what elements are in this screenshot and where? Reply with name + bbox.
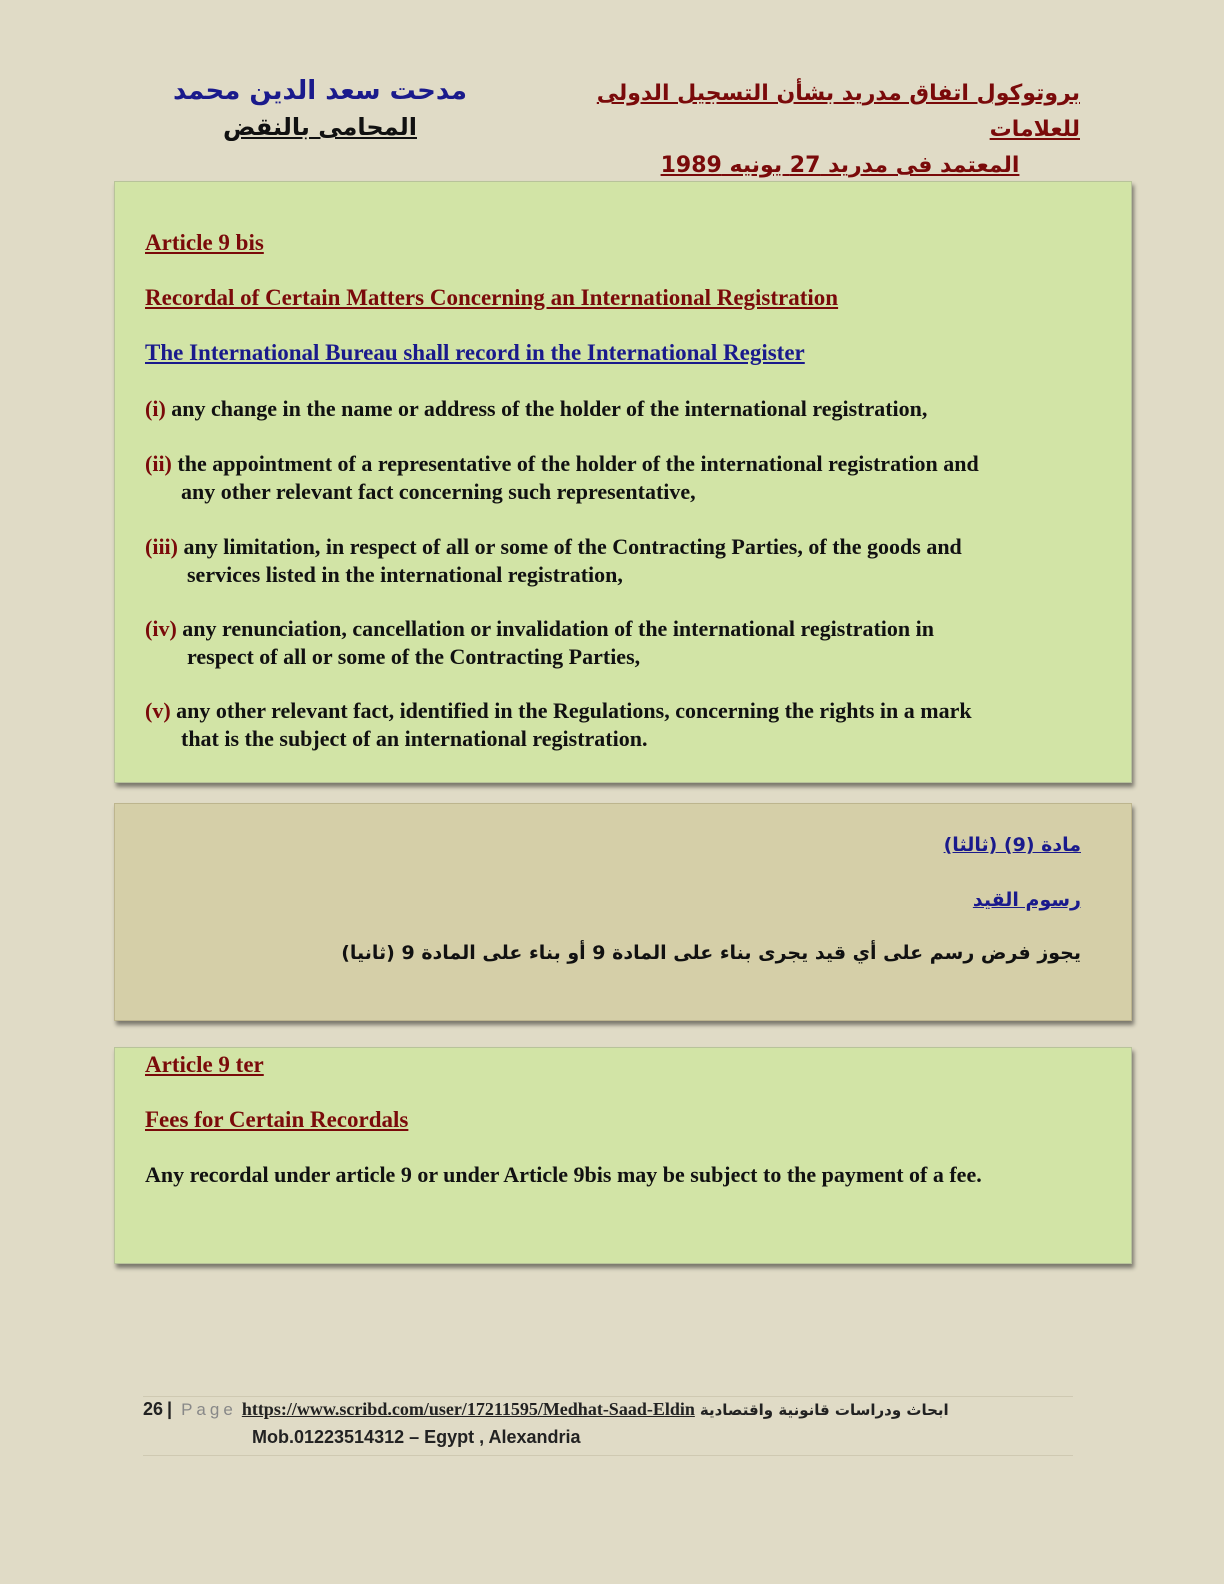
- scribd-link[interactable]: https://www.scribd.com/user/17211595/Medhat-Saad-Eldin: [241, 1399, 695, 1419]
- item-text: the appointment of a representative of the holder of the international registration and: [177, 451, 979, 476]
- item-number: (ii): [145, 451, 172, 476]
- list-item: [145, 615, 1091, 671]
- list-item: [145, 533, 1091, 589]
- author-title: المحامى بالنقض: [223, 113, 417, 141]
- item-number: (i): [145, 396, 166, 421]
- article-9bis-box: [114, 181, 1132, 783]
- item-continuation: respect of all or some of the Contracting Parties,: [187, 644, 641, 669]
- footer-contact: Mob.01223514312 – Egypt , Alexandria: [252, 1427, 581, 1447]
- item-number: (iii): [145, 534, 178, 559]
- list-item: [145, 697, 1091, 753]
- author-name: مدحت سعد الدين محمد: [173, 76, 467, 106]
- item-number: (iv): [145, 616, 177, 641]
- footer-separator: |: [167, 1399, 173, 1419]
- list-item: [145, 450, 1091, 506]
- page-label: Page: [181, 1400, 237, 1419]
- article-9ter-body: Any recordal under article 9 or under Article 9bis may be subject to the payment of a fee.: [145, 1162, 982, 1187]
- item-text: any limitation, in respect of all or some of the Contracting Parties, of the goods and: [183, 534, 962, 559]
- article-9ter-box: [114, 1047, 1132, 1264]
- document-title-line1: بروتوكول اتفاق مدريد بشأن التسجيل الدولى للعلامات: [596, 81, 1080, 142]
- document-title-line2: المعتمد فى مدريد 27 يونيه 1989: [660, 153, 1020, 178]
- footer-line: [143, 1399, 949, 1420]
- page-footer: [143, 1396, 1073, 1456]
- item-continuation: any other relevant fact concerning such representative,: [181, 479, 696, 504]
- item-text: any other relevant fact, identified in the Regulations, concerning the rights in a mark: [176, 698, 972, 723]
- arabic-article-heading: مادة (9) (ثالثا): [943, 834, 1081, 856]
- arabic-article-body: يجوز فرض رسم على أي قيد يجرى بناء على المادة 9 أو بناء على المادة 9 (ثانيا): [341, 942, 1081, 964]
- article-9ter-subheading: Fees for Certain Recordals: [145, 1107, 409, 1132]
- arabic-article-box: [114, 803, 1132, 1021]
- item-text: any change in the name or address of the holder of the international registration,: [171, 396, 928, 421]
- article-9bis-intro: The International Bureau shall record in the International Register: [145, 340, 805, 365]
- item-continuation: services listed in the international registration,: [187, 562, 623, 587]
- item-continuation: that is the subject of an international registration.: [181, 726, 648, 751]
- author-block: [150, 72, 490, 144]
- article-9bis-subheading: Recordal of Certain Matters Concerning an International Registration: [145, 285, 839, 310]
- arabic-article-subheading: رسوم القيد: [972, 889, 1081, 911]
- item-text: any renunciation, cancellation or invalidation of the international registration in: [182, 616, 934, 641]
- article-9ter-heading: Article 9 ter: [145, 1052, 264, 1077]
- footer-arabic-tag: ابحاث ودراسات قانونية واقتصادية: [699, 1401, 949, 1419]
- article-9bis-heading: Article 9 bis: [145, 230, 264, 255]
- document-title: [560, 76, 1120, 184]
- list-item: [145, 395, 1091, 423]
- item-number: (v): [145, 698, 171, 723]
- page-number: 26: [143, 1399, 164, 1419]
